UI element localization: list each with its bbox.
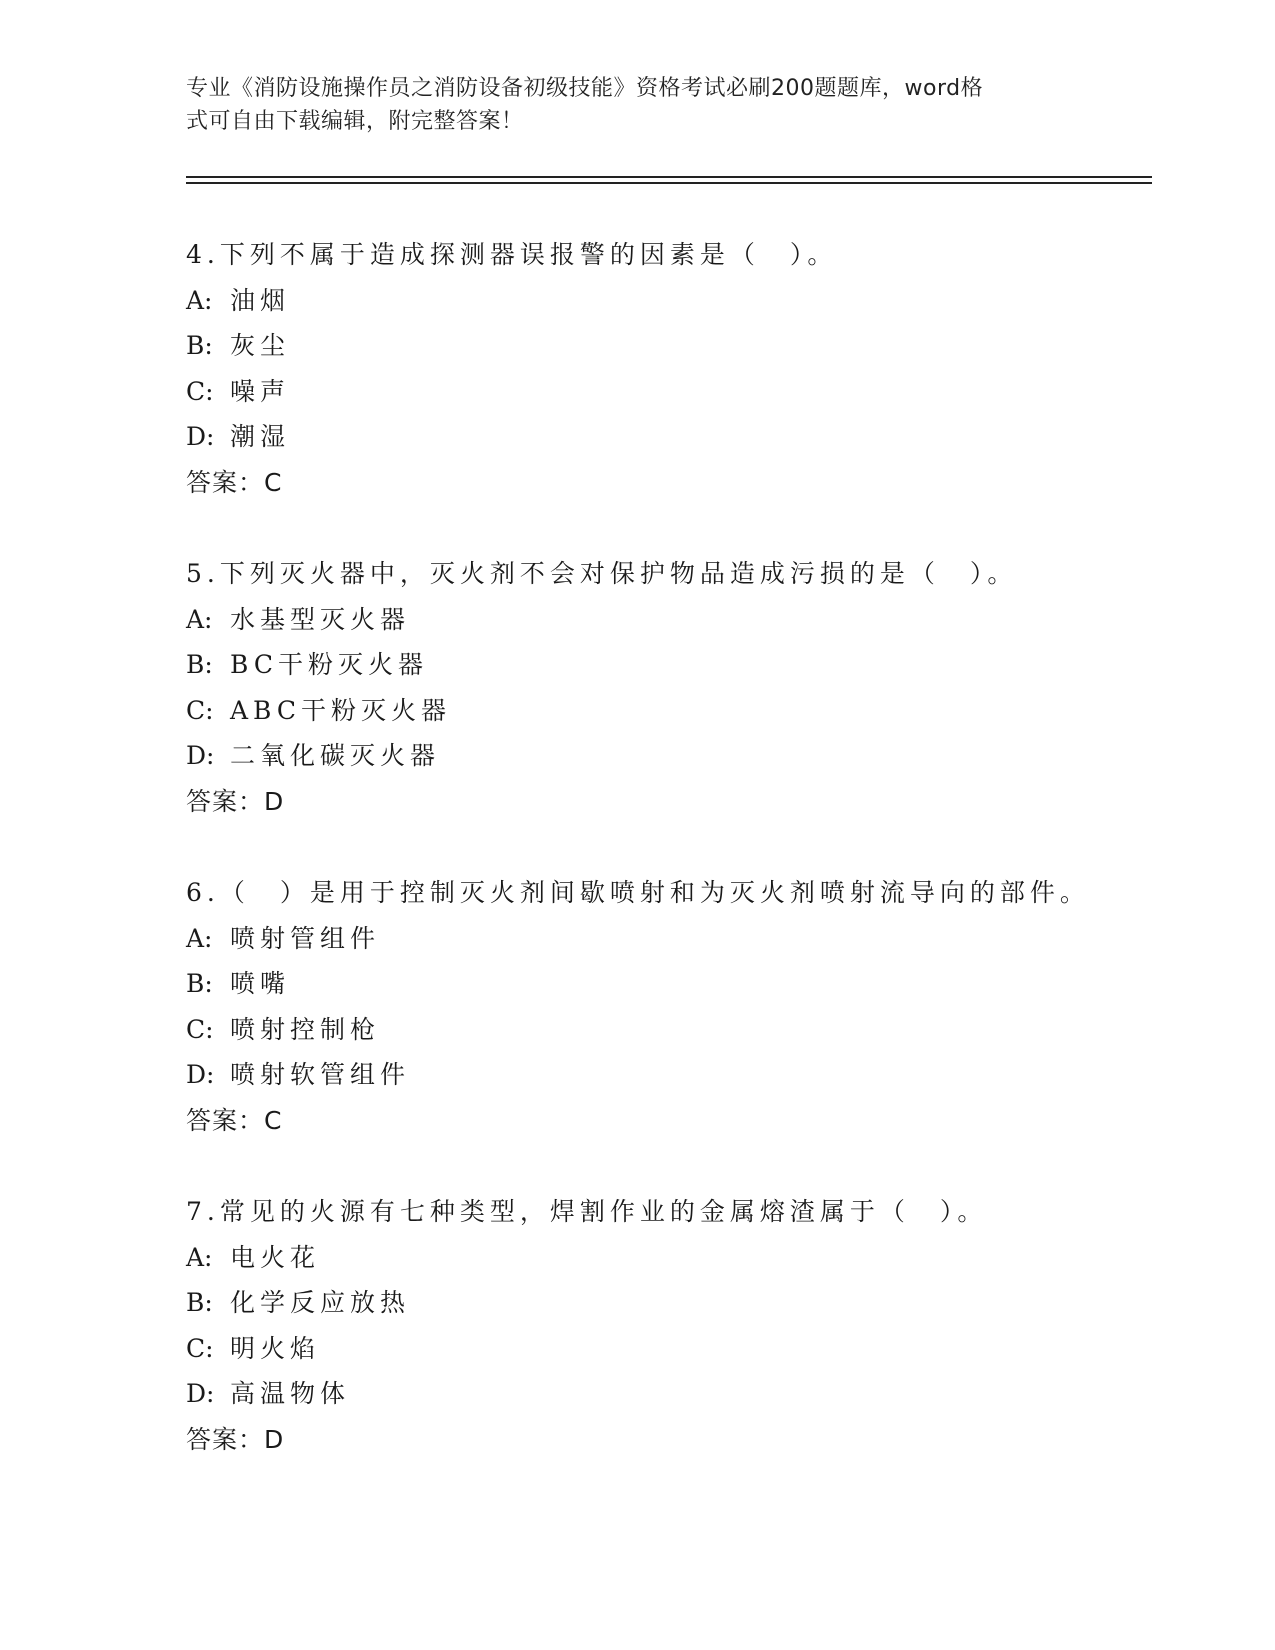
option-text: 喷射软管组件 xyxy=(230,1060,411,1089)
option-key: A: xyxy=(186,285,213,315)
question-stem: 6.（ ）是用于控制灭火剂间歇喷射和为灭火剂喷射流导向的部件。 xyxy=(186,878,1090,907)
option-text: 油烟 xyxy=(230,285,291,315)
document-header xyxy=(186,72,1066,138)
option-text: 噪声 xyxy=(230,376,291,406)
option-text: BC干粉灭火器 xyxy=(230,650,428,679)
question-stem: 7.常见的火源有七种类型，焊割作业的金属熔渣属于（ ）。 xyxy=(186,1197,988,1226)
option-text: 二氧化碳灭火器 xyxy=(230,741,441,770)
option-c xyxy=(186,1007,1146,1053)
option-key: D: xyxy=(186,422,215,451)
answer-line: 答案：D xyxy=(186,786,285,816)
option-b xyxy=(186,961,1146,1007)
option-text: 喷射管组件 xyxy=(230,923,381,953)
question-block xyxy=(186,551,1146,824)
option-text: 灰尘 xyxy=(230,331,291,360)
option-text: 潮湿 xyxy=(230,422,291,451)
option-text: 电火花 xyxy=(230,1242,321,1272)
option-a xyxy=(186,1235,1146,1281)
question-block xyxy=(186,870,1146,1143)
header-line-1: 专业《消防设施操作员之消防设备初级技能》资格考试必刷200题题库，word格 xyxy=(186,76,984,101)
answer-line: 答案：C xyxy=(186,467,283,497)
option-key: C: xyxy=(186,1333,214,1363)
option-key: C: xyxy=(186,695,214,725)
option-d xyxy=(186,414,1146,460)
option-b xyxy=(186,1280,1146,1326)
option-text: 水基型灭火器 xyxy=(230,604,411,634)
option-b xyxy=(186,642,1146,688)
option-text: 高温物体 xyxy=(230,1379,351,1408)
option-a xyxy=(186,916,1146,962)
option-text: 明火焰 xyxy=(230,1333,321,1363)
option-text: 喷射控制枪 xyxy=(230,1014,381,1044)
answer-line: 答案：C xyxy=(186,1105,283,1135)
option-b xyxy=(186,323,1146,369)
option-text: ABC干粉灭火器 xyxy=(230,695,452,725)
option-key: A: xyxy=(186,1242,213,1272)
option-key: D: xyxy=(186,741,215,770)
option-a xyxy=(186,278,1146,324)
option-c xyxy=(186,369,1146,415)
option-key: B: xyxy=(186,1288,213,1317)
question-block xyxy=(186,1189,1146,1462)
option-c xyxy=(186,1326,1146,1372)
option-key: C: xyxy=(186,1014,214,1044)
header-divider-top xyxy=(186,176,1152,178)
option-key: D: xyxy=(186,1060,215,1089)
option-d xyxy=(186,1371,1146,1417)
option-c xyxy=(186,688,1146,734)
option-text: 喷嘴 xyxy=(230,969,291,998)
option-key: A: xyxy=(186,923,213,953)
header-line-2: 式可自由下载编辑，附完整答案！ xyxy=(186,109,524,134)
option-key: B: xyxy=(186,331,213,360)
option-key: D: xyxy=(186,1379,215,1408)
option-d xyxy=(186,1052,1146,1098)
option-a xyxy=(186,597,1146,643)
option-key: B: xyxy=(186,969,213,998)
option-d xyxy=(186,733,1146,779)
header-divider-bottom xyxy=(186,182,1152,184)
question-stem: 4.下列不属于造成探测器误报警的因素是（ ）。 xyxy=(186,240,838,269)
question-block xyxy=(186,232,1146,505)
option-key: A: xyxy=(186,604,213,634)
option-key: B: xyxy=(186,650,213,679)
option-key: C: xyxy=(186,376,214,406)
answer-line: 答案：D xyxy=(186,1424,285,1454)
option-text: 化学反应放热 xyxy=(230,1288,411,1317)
question-stem: 5.下列灭火器中，灭火剂不会对保护物品造成污损的是（ ）。 xyxy=(186,559,1018,588)
